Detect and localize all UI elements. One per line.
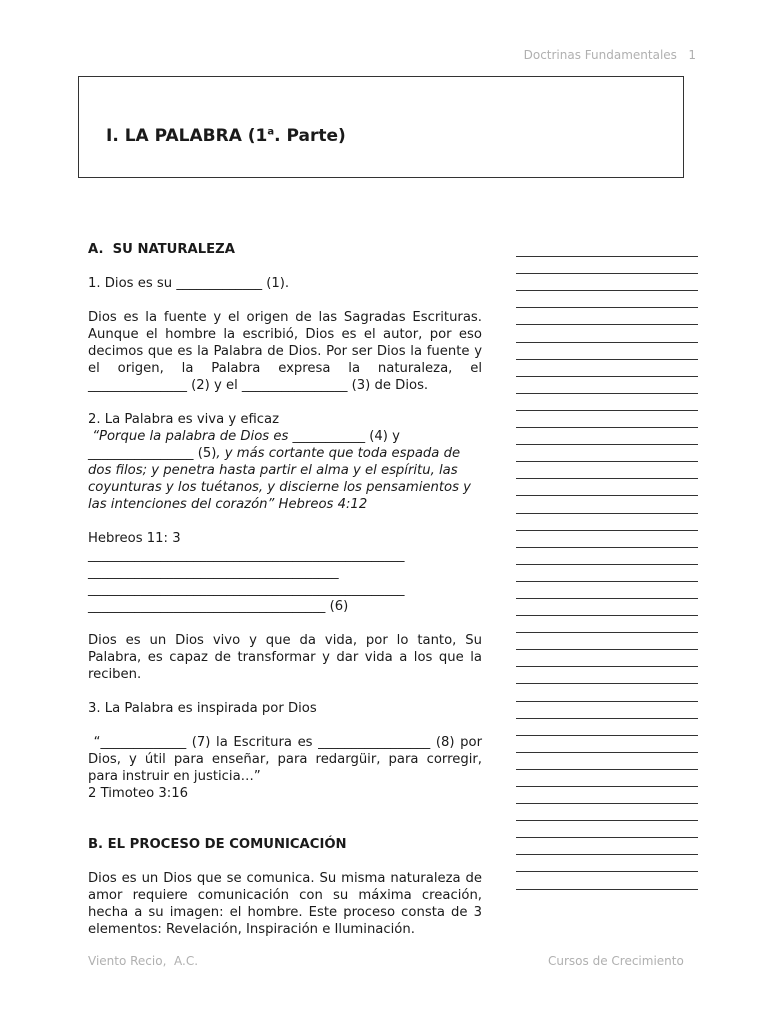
hebreos-11-ref: Hebreos 11: 3 bbox=[88, 531, 181, 546]
note-line bbox=[516, 719, 698, 736]
note-line bbox=[516, 787, 698, 804]
note-line bbox=[516, 428, 698, 445]
note-line bbox=[516, 360, 698, 377]
note-line bbox=[516, 770, 698, 787]
note-line bbox=[516, 531, 698, 548]
paragraph-3: Dios es un Dios que se comunica. Su misma naturaleza de amor requiere comunicación con su máxima creación, hecha a su imagen: el hombre. Este proceso consta de 3 elementos: Revelación, Inspiración e Iluminación. bbox=[88, 871, 482, 937]
note-line bbox=[516, 599, 698, 616]
blank-line: ______________________________________ bbox=[88, 565, 339, 580]
footer-course: Cursos de Crecimiento bbox=[548, 954, 684, 968]
note-line bbox=[516, 462, 698, 479]
note-line bbox=[516, 548, 698, 565]
running-header: Doctrinas Fundamentales 1 bbox=[523, 48, 696, 62]
note-line bbox=[516, 377, 698, 394]
blank-line: ________________________________________________ bbox=[88, 548, 405, 563]
note-line bbox=[516, 684, 698, 701]
note-line bbox=[516, 445, 698, 462]
note-line bbox=[516, 496, 698, 513]
footer-publisher: Viento Recio, A.C. bbox=[88, 954, 199, 968]
section-b-heading: B. EL PROCESO DE COMUNICACIÓN bbox=[88, 837, 347, 852]
note-line bbox=[516, 855, 698, 872]
note-line bbox=[516, 514, 698, 531]
note-line bbox=[516, 274, 698, 291]
note-line bbox=[516, 565, 698, 582]
note-line bbox=[516, 308, 698, 325]
note-line bbox=[516, 821, 698, 838]
section-a-heading: A. SU NATURALEZA bbox=[88, 242, 235, 257]
note-line bbox=[516, 411, 698, 428]
note-line bbox=[516, 240, 698, 257]
main-content bbox=[88, 241, 487, 938]
note-line bbox=[516, 736, 698, 753]
note-line bbox=[516, 343, 698, 360]
quote-timoteo: “_____________ (7) la Escritura es _________________ (8) por Dios, y útil para enseñar, para redargüir, para corregir, para instruir en justicia…” bbox=[88, 735, 487, 784]
item-3: 3. La Palabra es inspirada por Dios bbox=[88, 701, 317, 716]
blank-line: ________________________________________________ bbox=[88, 582, 405, 597]
page-title: I. LA PALABRA (1$^a$. Parte) bbox=[106, 126, 346, 146]
note-line bbox=[516, 804, 698, 821]
note-line bbox=[516, 582, 698, 599]
note-line bbox=[516, 325, 698, 342]
note-line bbox=[516, 616, 698, 633]
title-box bbox=[78, 76, 684, 178]
item-2: 2. La Palabra es viva y eficaz bbox=[88, 412, 280, 427]
item-1: 1. Dios es su _____________ (1). bbox=[88, 276, 290, 291]
note-line bbox=[516, 479, 698, 496]
notes-column bbox=[516, 240, 698, 890]
note-line bbox=[516, 702, 698, 719]
note-line bbox=[516, 872, 698, 889]
note-line bbox=[516, 257, 698, 274]
quote-hebreos-4: “Porque la palabra de Dios es ___________ (4) y ________________ (5), y más cortante que toda espada de dos filos; y penetra hasta partir el alma y el espíritu, las coyunturas y los tuétanos, y discierne los pensamientos y las intenciones del corazón” Hebreos 4:12 bbox=[88, 429, 471, 512]
blank-line: ____________________________________ (6) bbox=[88, 599, 349, 614]
timoteo-ref: 2 Timoteo 3:16 bbox=[88, 786, 188, 801]
paragraph-2: Dios es un Dios vivo y que da vida, por lo tanto, Su Palabra, es capaz de transformar y dar vida a los que la reciben. bbox=[88, 633, 482, 682]
note-line bbox=[516, 650, 698, 667]
note-line bbox=[516, 838, 698, 855]
note-line bbox=[516, 753, 698, 770]
note-line bbox=[516, 394, 698, 411]
note-line bbox=[516, 291, 698, 308]
note-line bbox=[516, 633, 698, 650]
paragraph-1: Dios es la fuente y el origen de las Sagradas Escrituras. Aunque el hombre la escribió, Dios es el autor, por eso decimos que es la Palabra de Dios. Por ser Dios la fuente y el origen, la Palabra expresa la naturaleza, el _______________ (2) y el ________________ (3) de Dios. bbox=[88, 310, 482, 393]
note-line bbox=[516, 667, 698, 684]
